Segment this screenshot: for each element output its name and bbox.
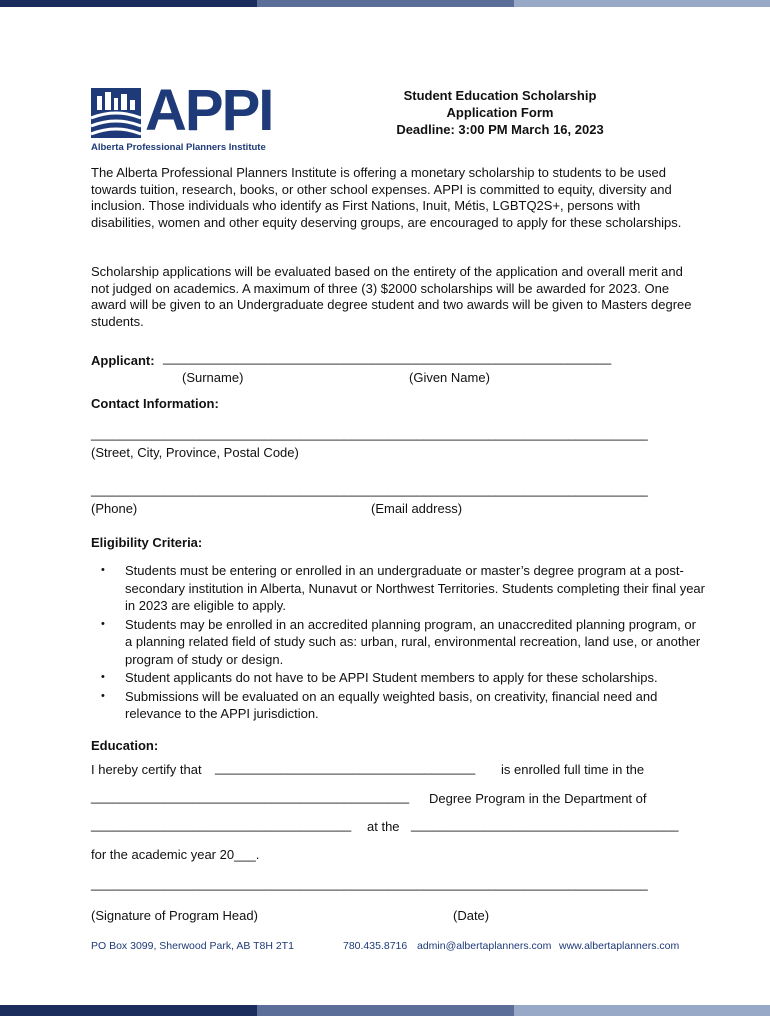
- footer-phone: 780.435.8716: [343, 940, 408, 952]
- phone-caption: (Phone): [91, 501, 138, 516]
- bottom-color-bar: [0, 1005, 770, 1016]
- form-subtitle: Application Form: [446, 105, 554, 120]
- footer-address: PO Box 3099, Sherwood Park, AB T8H 2T1: [91, 940, 294, 952]
- surname-caption: (Surname): [182, 370, 244, 385]
- education-heading: Education:: [91, 738, 159, 753]
- academic-year-text: for the academic year 20___.: [91, 847, 260, 862]
- eligibility-heading: Eligibility Criteria:: [91, 535, 203, 550]
- department-field[interactable]: ____________________________________: [91, 817, 352, 832]
- eligibility-item: • Students must be entering or enrolled in an undergraduate or master’s degree program at a post-secondary institution in Alberta, Nunavut or Northwest Territories. Students completing their final year in 2023 are eligible to apply.: [91, 562, 706, 615]
- date-caption: (Date): [453, 908, 490, 923]
- contact-heading: Contact Information:: [91, 396, 219, 411]
- signature-field[interactable]: _____________________________________________________________________________: [91, 876, 648, 891]
- eligibility-list: [91, 562, 706, 724]
- appi-logo: [91, 78, 273, 156]
- appi-logo-mark-icon: [91, 88, 141, 138]
- form-deadline: Deadline: 3:00 PM March 16, 2023: [396, 122, 604, 137]
- eligibility-item: • Student applicants do not have to be APPI Student members to apply for these scholarships.: [91, 669, 706, 687]
- intro-paragraph-1: The Alberta Professional Planners Institute is offering a monetary scholarship to students to be used towards tuition, research, books, or other school expenses. APPI is committed to equity, diversity and inclusion. Those individuals who identify as First Nations, Inuit, Métis, LGBTQ2S+, persons with disabilities, women and other equity deserving groups, are encouraged to apply for these scholarships.: [91, 165, 682, 230]
- degree-program-field[interactable]: ____________________________________________: [91, 789, 410, 804]
- given-name-caption: (Given Name): [409, 370, 490, 385]
- department-text: Degree Program in the Department of: [429, 791, 647, 806]
- enrolled-text: is enrolled full time in the: [501, 762, 645, 777]
- at-the-text: at the: [367, 819, 400, 834]
- certify-text: I hereby certify that: [91, 762, 202, 777]
- institution-field[interactable]: _____________________________________: [411, 817, 679, 832]
- footer-email[interactable]: admin@albertaplanners.com: [417, 940, 552, 952]
- address-caption: (Street, City, Province, Postal Code): [91, 445, 299, 460]
- signature-caption: (Signature of Program Head): [91, 908, 258, 923]
- address-field[interactable]: _____________________________________________________________________________: [91, 426, 648, 441]
- phone-email-field[interactable]: _____________________________________________________________________________: [91, 482, 648, 497]
- intro-paragraph-2: Scholarship applications will be evaluated based on the entirety of the application and overall merit and not judged on academics. A maximum of three (3) $2000 scholarships will be awarded for 2023. One award will be given to an Undergraduate degree student and two awards will be given to Masters degree students.: [91, 264, 692, 329]
- footer-website[interactable]: www.albertaplanners.com: [559, 940, 680, 952]
- form-title: Student Education Scholarship: [403, 88, 597, 103]
- top-color-bar: [0, 0, 770, 7]
- eligibility-item: • Students may be enrolled in an accredited planning program, an unaccredited planning program, or a planning related field of study such as: urban, rural, environmental recreation, land use, or another program of study or design.: [91, 616, 706, 669]
- student-name-field[interactable]: ____________________________________: [215, 760, 476, 775]
- applicant-label: Applicant:: [91, 353, 155, 368]
- logo-subtitle: Alberta Professional Planners Institute: [91, 142, 266, 153]
- form-header: [370, 87, 630, 138]
- applicant-name-field[interactable]: ______________________________________________________________: [163, 350, 612, 365]
- email-caption: (Email address): [371, 501, 463, 516]
- logo-wordmark: APPI: [145, 78, 273, 143]
- eligibility-item: • Submissions will be evaluated on an equally weighted basis, on creativity, financial need and relevance to the APPI jurisdiction.: [91, 688, 706, 723]
